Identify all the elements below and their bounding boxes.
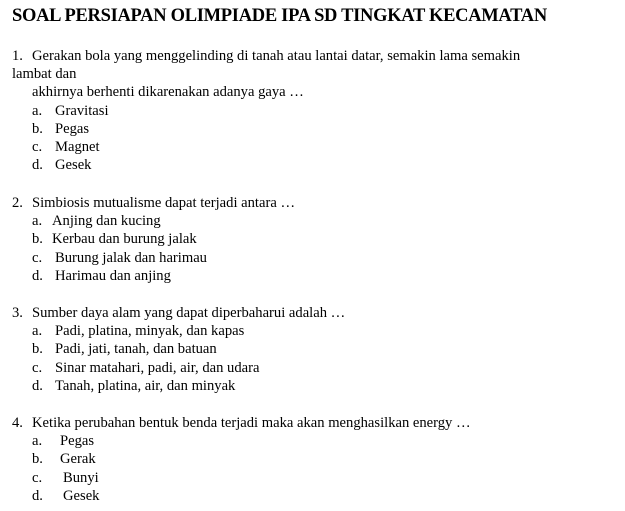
option-letter: b. bbox=[32, 451, 43, 468]
option-a bbox=[12, 212, 295, 230]
question-text-line: Ketika perubahan bentuk benda terjadi maka akan menghasilkan energy … bbox=[32, 415, 471, 431]
question-4 bbox=[12, 414, 471, 505]
option-text: Bunyi bbox=[63, 469, 99, 486]
question-text-line: akhirnya berhenti dikarenakan adanya gaya … bbox=[32, 84, 304, 101]
option-text: Gerak bbox=[60, 451, 96, 468]
option-letter: a. bbox=[32, 433, 43, 450]
question-number: 3. bbox=[12, 305, 23, 321]
option-letter: a. bbox=[32, 213, 43, 230]
question-1 bbox=[12, 47, 520, 174]
question-3 bbox=[12, 304, 345, 395]
option-b bbox=[12, 450, 471, 468]
option-a bbox=[12, 432, 471, 450]
page-title: SOAL PERSIAPAN OLIMPIADE IPA SD TINGKAT KECAMATAN bbox=[12, 6, 547, 26]
option-letter: c. bbox=[32, 139, 43, 156]
option-c bbox=[12, 138, 520, 156]
question-text bbox=[12, 194, 295, 212]
option-text: Sinar matahari, padi, air, dan udara bbox=[55, 359, 260, 376]
option-letter: d. bbox=[32, 157, 43, 174]
option-text: Anjing dan kucing bbox=[52, 213, 161, 230]
option-d bbox=[12, 377, 345, 395]
question-text-line: lambat dan bbox=[12, 66, 77, 83]
option-text: Pegas bbox=[55, 120, 90, 137]
question-number: 1. bbox=[12, 48, 23, 64]
question-2 bbox=[12, 194, 295, 285]
option-letter: d. bbox=[32, 377, 43, 394]
option-c bbox=[12, 469, 471, 487]
question-text-line: Gerakan bola yang menggelinding di tanah atau lantai datar, semakin lama semakin bbox=[32, 48, 521, 64]
option-text: Harimau dan anjing bbox=[55, 267, 171, 284]
question-text bbox=[12, 47, 520, 65]
option-d bbox=[12, 487, 471, 505]
question-number: 2. bbox=[12, 195, 23, 211]
option-letter: a. bbox=[32, 102, 43, 119]
option-text: Kerbau dan burung jalak bbox=[52, 231, 197, 248]
option-text: Tanah, platina, air, dan minyak bbox=[55, 377, 236, 394]
option-c bbox=[12, 359, 345, 377]
option-text: Padi, jati, tanah, dan batuan bbox=[55, 341, 217, 358]
option-text: Burung jalak dan harimau bbox=[55, 249, 207, 266]
option-d bbox=[12, 156, 520, 174]
question-text bbox=[12, 304, 345, 322]
option-b bbox=[12, 120, 520, 138]
option-text: Gesek bbox=[55, 157, 92, 174]
option-c bbox=[12, 249, 295, 267]
option-text: Padi, platina, minyak, dan kapas bbox=[55, 323, 245, 340]
option-letter: c. bbox=[32, 359, 43, 376]
question-text bbox=[12, 414, 471, 432]
option-b bbox=[12, 230, 295, 248]
option-d bbox=[12, 267, 295, 285]
option-letter: b. bbox=[32, 341, 43, 358]
option-letter: a. bbox=[32, 323, 43, 340]
option-a bbox=[12, 102, 520, 120]
option-letter: d. bbox=[32, 487, 43, 504]
option-letter: c. bbox=[32, 249, 43, 266]
question-text-line: Sumber daya alam yang dapat diperbaharui adalah … bbox=[32, 305, 346, 321]
option-letter: b. bbox=[32, 120, 43, 137]
option-text: Magnet bbox=[55, 139, 100, 156]
option-letter: d. bbox=[32, 267, 43, 284]
option-text: Gesek bbox=[63, 487, 100, 504]
option-letter: c. bbox=[32, 469, 43, 486]
option-text: Gravitasi bbox=[55, 102, 109, 119]
option-a bbox=[12, 322, 345, 340]
option-b bbox=[12, 340, 345, 358]
question-text-line: Simbiosis mutualisme dapat terjadi antara … bbox=[32, 195, 296, 211]
option-letter: b. bbox=[32, 231, 43, 248]
question-number: 4. bbox=[12, 415, 23, 431]
option-text: Pegas bbox=[60, 433, 95, 450]
